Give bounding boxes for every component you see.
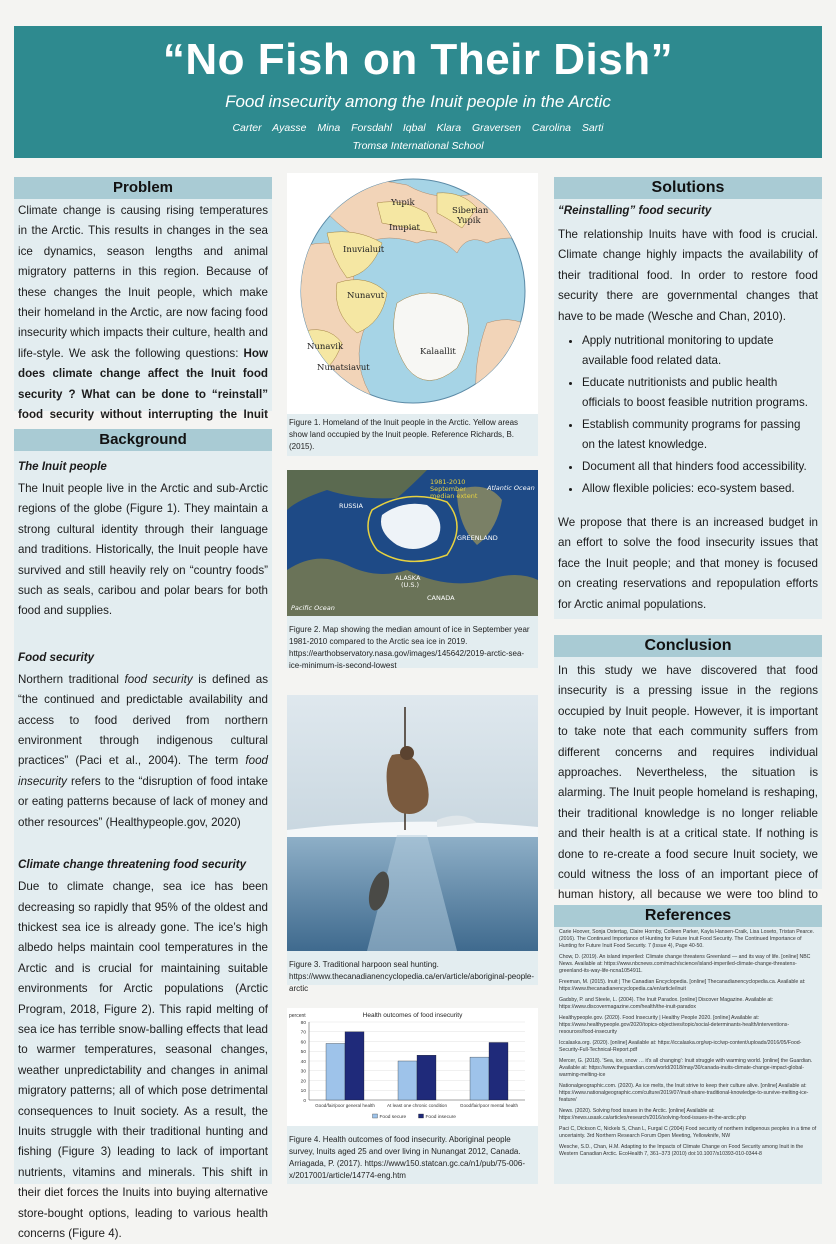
figure-1 [287,173,538,451]
label-greenland: GREENLAND [457,534,498,542]
chart-title: Health outcomes of food insecurity [362,1012,463,1019]
conclusion-section [554,635,822,902]
label-russia: RUSSIA [339,502,363,510]
label-legend-2: September [430,485,466,493]
label-inupiat: Inupiat [389,223,420,233]
label-us: (U.S.) [401,581,420,589]
fs-text-c: is defined as “the continued and predictable availability and access to food derived from northern environment through indigenous cultural practices” (Paci et al., 2004). The term [18,672,268,768]
y-tick-label: 50 [300,1050,306,1056]
bar-food-secure [326,1043,345,1100]
problem-text [14,199,272,446]
sea-ice-map [287,470,538,616]
solution-item: • Allow flexible policies: eco-system based. [582,479,822,499]
references-list [554,927,822,1164]
poster-subtitle: Food insecurity among the Inuit people in the Arctic [225,92,611,111]
solution-item: • Document all that hinders food accessibility. [582,457,822,477]
label-siberian-yupik: Siberian [452,206,489,216]
background-section [14,429,272,1240]
legend-label: Food secure [379,1115,407,1120]
conclusion-text: In this study we have discovered that food insecurity is a pressing issue in the regions occupied by Inuit people. However, it is important to take note that each community suffers from different concerns and requires individual approaches. Nevertheless, the situation is alarming. The Inuit people homeland is reshaping, their traditional knowledge is no longer reliable and their health is at a critical state. If nothing is done to re-create a food secure Inuit society, we could witness the loss of an important piece of human history, all because we were too blind to [558,664,818,902]
bar-food-secure [398,1061,417,1100]
solution-item: • Educate nutritionists and public health officials to boost feasible nutrition programs. [582,373,822,413]
fs-text-a: Northern traditional [18,672,125,686]
y-axis-label: percent [289,1013,306,1019]
x-tick-label: Good/fair/poor mental health [459,1103,519,1108]
y-tick-label: 70 [300,1030,306,1036]
legend-swatch [419,1114,424,1118]
solution-item: • Establish community programs for passing on the latest knowledge. [582,415,822,455]
reference-item: Nationalgeographic.com. (2020). As ice melts, the Inuit strive to keep their culture alive. [online] Available at: https://www.nationalgeographic.com/culture/2019/07/inuit-share-traditional-knowledge-to-survive-melting-ice-feature/ [559,1083,809,1103]
solutions-heading: Solutions [554,177,822,199]
y-tick-label: 30 [300,1069,306,1075]
reference-item: News. (2020). Solving food issues in the Arctic. [online] Available at: https://news.usask.ca/articles/research/2016/solving-food-issues-in-the-arctic.php [559,1108,746,1121]
authors: Carter Ayasse Mina Forsdahl Iqbal Klara Graversen Carolina Sarti [232,122,604,134]
label-inuvialuit: Inuvialuit [343,245,385,255]
seal-hunting-illustration [287,695,538,951]
figure-1-caption: Figure 1. Homeland of the Inuit people in the Arctic. Yellow areas show land occupied by the Inuit people. Reference Richards, B. (2015). [287,414,538,456]
figure-2-caption: Figure 2. Map showing the median amount of ice in September year 1981-2010 compared to the Arctic sea ice in 2019. https://earthobservatory.nasa.gov/images/145642/2019-arctic-sea-ice-minimum-is-second-lowest [289,625,530,670]
fs-text-b: food security [124,672,193,686]
label-nunavut: Nunavut [347,291,385,301]
poster-header [14,26,822,158]
reference-item: Freeman, M. (2015). Inuit | The Canadian Encyclopedia. [online] Thecanadianencyclopedia.ca. Available at: https://www.thecanadianencyclopedia.ca/en/article/inuit [559,979,806,992]
label-nunavik: Nunavik [307,342,344,352]
references-section [554,905,822,1184]
references-heading: References [554,905,822,927]
label-legend-3: median extent [430,492,478,500]
figure-3-caption: Figure 3. Traditional harpoon seal hunting. https://www.thecanadianencyclopedia.ca/en/article/aboriginal-people-arctic [289,960,535,993]
background-heading: Background [14,429,272,451]
figure-3 [287,695,538,993]
legend-label: Food insecure [425,1115,456,1120]
fs-text-e: refers to the “disruption of food intake or eating patterns because of lack of money and other resources” (Healthypeople.gov, 2020) [18,774,268,829]
solutions-proposal: We propose that there is an increased budget in an effort to solve the food insecurity issues that face the Inuit people; and that money is focused on creating reservations and repopulation efforts for Arctic animal populations. [558,516,818,611]
x-tick-label: Good/fair/poor general health [315,1103,375,1108]
research-question: How does climate change affect the Inuit food security ? What can be done to “reinstall” food security without interrupting the Inuit [18,346,268,422]
reference-item: Carie Hoover, Sonja Ostertag, Claire Hornby, Colleen Parker, Kayla Hansen-Craik, Lisa Loseto, Tristan Pearce. (2016). The Continued Importance of Hunting for Future Inuit Food Security. The Continued Importance of Hunting for Future Inuit Food Security. 7 (Issue 4), Page 40-50. [559,929,815,949]
reference-item: Iccalaska.org. (2020). [online] Available at: https://iccalaska.org/wp-icc/wp-content/uploads/2016/05/Food-Security-Full-Technical-Report.pdf [559,1040,802,1053]
solutions-intro: The relationship Inuits have with food is crucial. Climate change highly impacts the availability of their traditional food. In order to restore food security there are governmental changes that have to be made (Wesche and Chan, 2010). [558,228,818,323]
poster-title: “No Fish on Their Dish” [162,35,674,84]
bar-food-insecure [417,1055,436,1100]
y-tick-label: 0 [303,1098,306,1104]
figure-4-caption: Figure 4. Health outcomes of food insecurity. Aboriginal people survey, Inuits aged 25 and over living in Nunangat 2012, Canada. Arriagada, P. (2017). https://www150.statcan.gc.ca/n1/pub/75-006-x/2017001/article/14774-eng.htm [289,1135,525,1180]
label-kalaallit: Kalaallit [420,347,456,357]
fs-text-d: food insecurity [18,754,268,788]
conclusion-heading: Conclusion [554,635,822,657]
solutions-subheading: “Reinstalling” food security [558,204,712,217]
reference-item: Gadsby, P. and Steele, L. (2004). The Inuit Paradox. [online] Discover Magazine. Available at: https://www.discovermagazine.com/health/the-inuit-paradox [559,997,774,1010]
y-tick-label: 10 [300,1089,306,1095]
inuit-homeland-map [287,173,538,405]
bar-food-insecure [345,1032,364,1100]
x-tick-label: At least one chronic condition [386,1103,448,1108]
y-tick-label: 40 [300,1059,306,1065]
legend-swatch [373,1114,378,1118]
label-siberian-yupik-2: Yupik [457,216,481,226]
reference-item: Paci C, Dickson C, Nickels S, Chan L, Furgal C (2004) Food security of northern indigenous peoples in a time of uncertainty. 3rd Northern Research Forum Open Meeting, Yellowknife, NW [559,1126,817,1139]
climate-change-subheading: Climate change threatening food security [18,858,247,872]
y-tick-label: 80 [300,1020,306,1026]
y-tick-label: 20 [300,1079,306,1085]
label-yupik: Yupik [391,198,415,208]
problem-heading: Problem [14,177,272,199]
bar-food-insecure [489,1042,508,1100]
label-atlantic: Atlantic Ocean [487,484,535,492]
bar-food-secure [470,1057,489,1100]
reference-item: Chow, D. (2019). An island imperiled: Climate change threatens Greenland — and its way of life. [online] NBC News. Available at: https://www.nbcnews.com/mach/science/island-imperiled-climate-change-threatens-greenland-its-way-life-ncna1054911. [559,954,811,974]
food-security-text [14,668,272,833]
solution-item: • Apply nutritional monitoring to update available food related data. [582,331,822,371]
solutions-list [554,331,822,499]
label-canada: CANADA [427,594,455,602]
label-alaska: ALASKA [395,574,421,582]
figure-2 [287,470,538,668]
climate-change-text: Due to climate change, sea ice has been decreasing so rapidly that 95% of the oldest and thickest sea ice is already gone. The ice’s high albedo helps maintain cool temperatures in the Arctic and is crucial for maintaining suitable environments for Arctic populations (Arctic Program, 2018, Figure 2). This rapid melting of sea ice has terrible snow-balling effects that lead to warmer temperatures, seasonal changes, weather unpredictability and changes in animal migratory patterns; all of which pose detrimental consequences to Inuit society. As a result, the Inuits struggle with their traditional hunting and fishing (Figure 3) leading to lack of important nutrients, vitamins and minerals. This shift in their diet forces the Inuits into buying alternative store-bought options, leading to various health concerns (Figure 4). [18,880,268,1240]
school: Tromsø International School [352,140,484,152]
label-nunatsiavut: Nunatsiavut [317,363,370,373]
reference-item: Wesche, S.D., Chan, H.M. Adapting to the Impacts of Climate Change on Food Security among Inuit in the Western Canadian Arctic. EcoHealth 7, 361–373 (2010) doi:10.1007/s10393-010-0344-8 [559,1144,804,1157]
problem-section [14,177,272,422]
food-security-subheading: Food security [18,650,95,664]
inuit-people-subheading: The Inuit people [18,460,107,473]
label-pacific: Pacific Ocean [291,604,335,612]
reference-item: Mercer, G. (2018). 'Sea, ice, snow … it's all changing': Inuit struggle with warming world. [online] the Guardian. Available at: https://www.theguardian.com/world/2018/may/30/canada-inuits-climate-change-impact-global-warming-melting-ice [559,1058,813,1078]
figure-4 [287,1008,538,1184]
health-outcomes-chart [287,1008,538,1126]
y-tick-label: 60 [300,1040,306,1046]
solutions-section [554,177,822,619]
reference-item: Healthypeople.gov. (2020). Food Insecurity | Healthy People 2020. [online] Available at: https://www.healthypeople.gov/2020/topics-objectives/topic/social-determinants-health/interventions-resources/food-insecurity [559,1015,790,1035]
problem-body: Climate change is causing rising temperatures in the Arctic. This results in changes in the sea ice dynamics, season lengths and animal migratory patterns in this region. Because of these changes the Inuit people, which make their homeland in the Arctic, are now facing food insecurity which impacts their culture, health and life-style. We ask the following questions: [18,204,268,360]
label-legend: 1981-2010 [430,478,466,486]
inuit-people-text: The Inuit people live in the Arctic and sub-Arctic regions of the globe (Figure 1). They maintain a strong cultural identity through their language and traditions. Historically, the Inuit people have survived and still heavily rely on “country foods” such as seals, caribou and polar bears for both food and supplies. [18,482,268,618]
